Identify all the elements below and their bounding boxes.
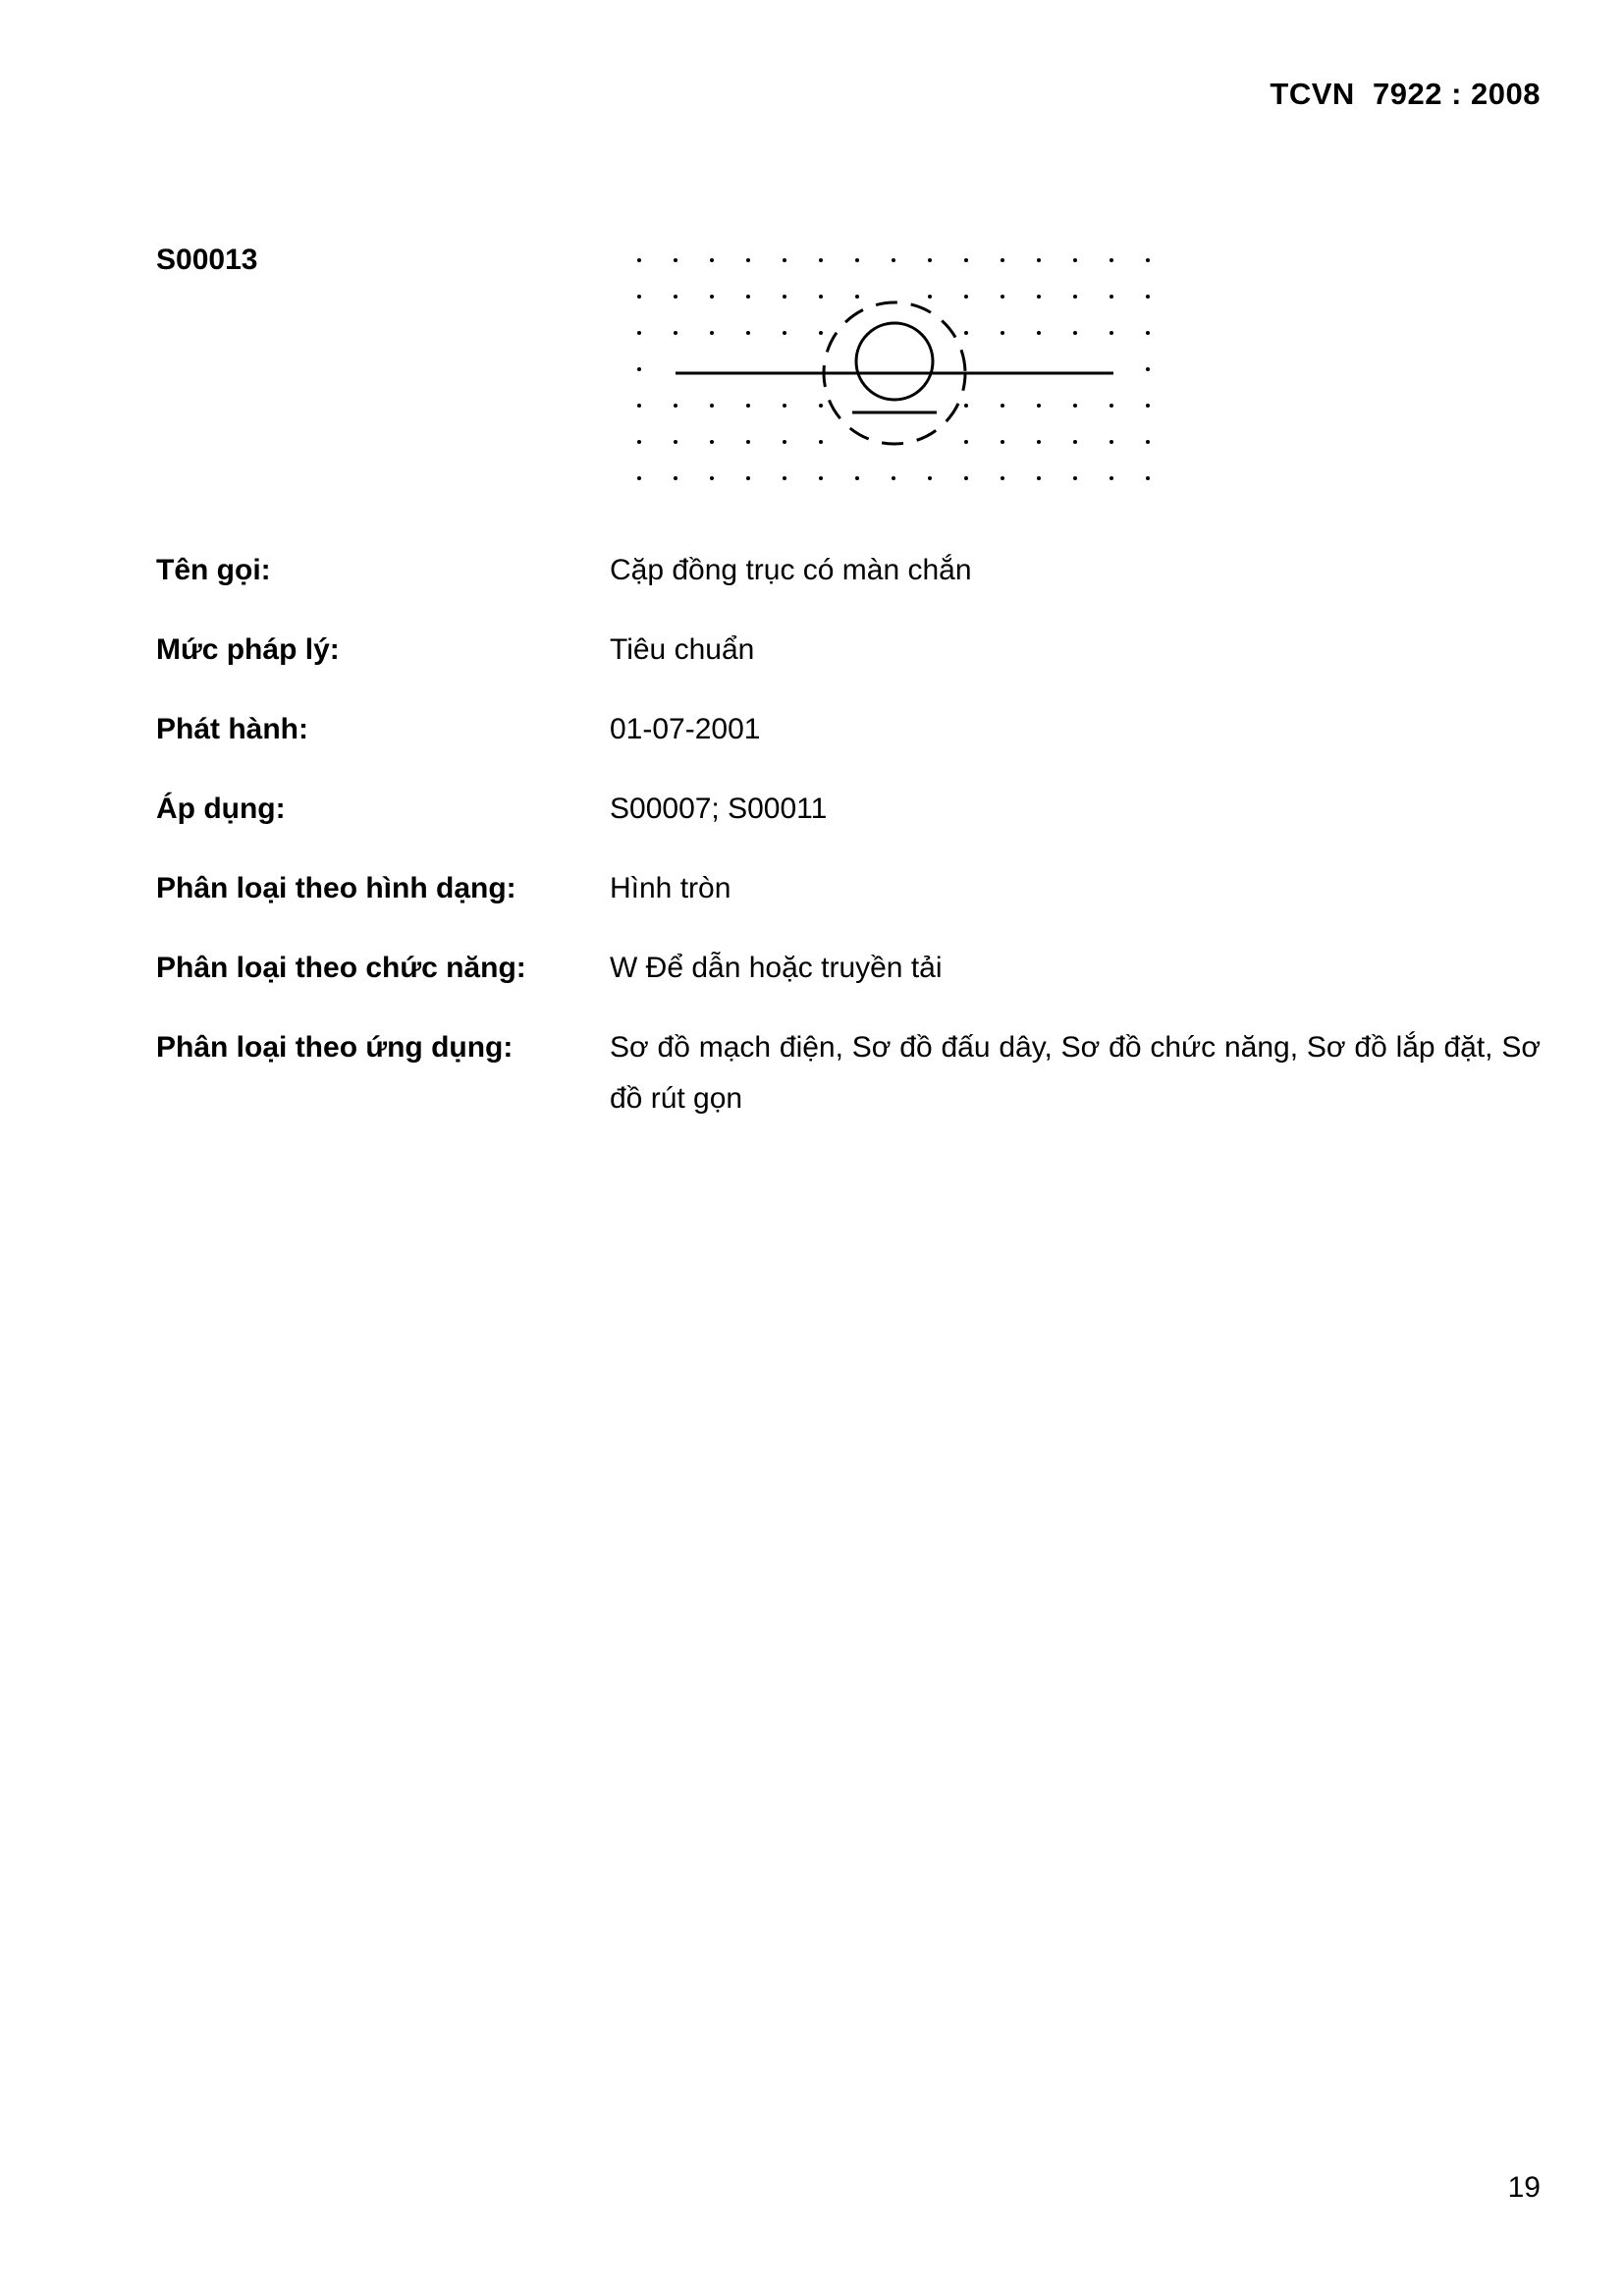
properties-table [156,545,1541,1153]
grid-dot [637,476,641,480]
grid-dot [1110,476,1113,480]
symbol-code: S00013 [156,244,258,276]
property-label: Tên gọi: [156,554,271,586]
property-value: S00007; S00011 [610,793,828,825]
grid-dot [1146,295,1150,299]
grid-dot [819,295,823,299]
shielded-coaxial-pair-symbol-icon [624,246,1164,491]
grid-dot [637,440,641,444]
property-row-name [156,545,1541,596]
grid-dot [637,295,641,299]
grid-dot [710,404,714,408]
grid-dot [674,331,677,335]
grid-dot [1001,295,1004,299]
grid-dot [928,258,932,262]
grid-dot [1073,258,1077,262]
grid-dot [1001,331,1004,335]
grid-dot [1146,476,1150,480]
grid-dot [1146,367,1150,371]
grid-dot [1037,295,1041,299]
grid-dot [710,295,714,299]
property-row-applies [156,784,1541,835]
grid-dot [1110,331,1113,335]
grid-dot [964,476,968,480]
grid-dot [783,476,786,480]
grid-dot [1073,476,1077,480]
grid-dot [819,404,823,408]
symbol-drawing [676,302,1113,444]
grid-dot [746,440,750,444]
property-row-shape-class [156,863,1541,914]
grid-dot [710,331,714,335]
grid-dot [964,331,968,335]
grid-dot [674,476,677,480]
grid-dot [674,440,677,444]
property-row-function-class [156,943,1541,994]
grid-dot [1110,258,1113,262]
grid-dot [1110,295,1113,299]
grid-dot [746,331,750,335]
grid-dot [855,258,859,262]
grid-dot [1146,404,1150,408]
grid-dot [746,258,750,262]
grid-dot [674,404,677,408]
grid-dot [928,295,932,299]
grid-dot [1037,404,1041,408]
grid-dot [964,404,968,408]
grid-dot [1073,295,1077,299]
grid-dot [1073,404,1077,408]
grid-dot [1146,331,1150,335]
grid-dot [710,258,714,262]
grid-dot [1073,440,1077,444]
grid-dot [1146,440,1150,444]
grid-dot [783,258,786,262]
grid-dot [1037,476,1041,480]
grid-dot [1073,331,1077,335]
property-label: Phân loại theo hình dạng: [156,872,516,904]
grid-dot [783,440,786,444]
grid-dot [964,258,968,262]
grid-dot [964,295,968,299]
grid-dot [819,476,823,480]
grid-dot [819,258,823,262]
grid-dot [637,331,641,335]
grid-dot [1001,258,1004,262]
grid-dots [637,258,1150,480]
page-number: 19 [1507,2171,1541,2204]
property-value: 01-07-2001 [610,713,761,745]
grid-dot [819,440,823,444]
grid-dot [1001,440,1004,444]
grid-dot [783,331,786,335]
standard-header: TCVN 7922 : 2008 [1270,77,1541,111]
grid-dot [746,295,750,299]
grid-dot [674,258,677,262]
grid-dot [1146,258,1150,262]
grid-dot [1110,404,1113,408]
grid-dot [855,295,859,299]
property-label: Áp dụng: [156,793,286,825]
property-value: Tiêu chuẩn [610,633,755,666]
property-value: W Để dẫn hoặc truyền tải [610,952,943,984]
grid-dot [1110,440,1113,444]
grid-dot [710,440,714,444]
property-label: Phân loại theo ứng dụng: [156,1031,514,1064]
grid-dot [637,258,641,262]
property-value: Cặp đồng trục có màn chắn [610,554,972,586]
grid-dot [637,404,641,408]
grid-dot [674,295,677,299]
grid-dot [1037,440,1041,444]
grid-dot [783,295,786,299]
grid-dot [964,440,968,444]
property-label: Phân loại theo chức năng: [156,952,526,984]
property-row-application-class [156,1022,1541,1124]
grid-dot [1037,331,1041,335]
grid-dot [855,476,859,480]
inner-circle [856,323,933,400]
property-label: Mức pháp lý: [156,633,340,666]
property-value: Hình tròn [610,872,731,904]
grid-dot [1037,258,1041,262]
grid-dot [928,476,932,480]
property-row-legal-level [156,625,1541,676]
property-value: Sơ đồ mạch điện, Sơ đồ đấu dây, Sơ đồ chức năng, Sơ đồ lắp đặt, Sơ đồ rút gọn [610,1031,1541,1115]
grid-dot [892,476,895,480]
grid-dot [1001,476,1004,480]
grid-dot [710,476,714,480]
grid-dot [637,367,641,371]
property-label: Phát hành: [156,713,308,745]
grid-dot [1001,404,1004,408]
grid-dot [746,404,750,408]
grid-dot [892,258,895,262]
grid-dot [783,404,786,408]
grid-dot [819,331,823,335]
grid-dot [746,476,750,480]
property-row-issued [156,704,1541,755]
